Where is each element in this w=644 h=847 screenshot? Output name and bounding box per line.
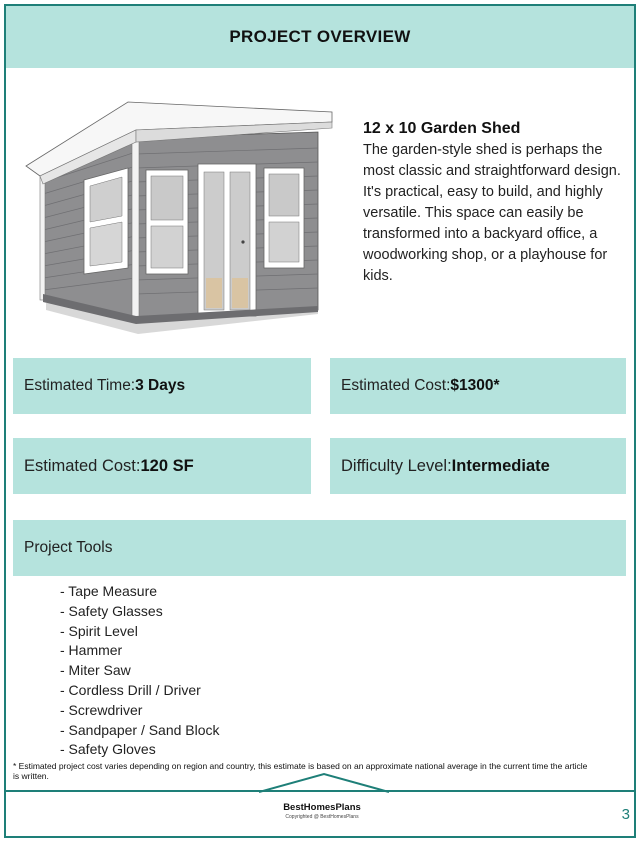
list-item: - Spirit Level (60, 622, 138, 639)
estimated-area-box (13, 438, 311, 494)
estimated-time-box (13, 358, 311, 414)
estimated-cost-label: Estimated Cost: (341, 377, 451, 394)
project-summary: The garden-style shed is perhaps the most classic and straightforward design. It's practical, easy to build, and highly versatile. This space can easily be transformed into a backyard office, a woodworking shop, or a playhouse for kids. (363, 142, 621, 284)
brand-logo-text: BestHomesPlans (283, 802, 361, 813)
difficulty-level-box (330, 438, 626, 494)
project-tools-header (13, 520, 626, 576)
list-item: - Sandpaper / Sand Block (60, 721, 220, 738)
list-item: - Screwdriver (60, 701, 143, 718)
list-item: - Safety Gloves (60, 741, 156, 758)
page-number: 3 (621, 806, 630, 823)
estimated-time-label: Estimated Time: (24, 377, 136, 394)
page-header (6, 6, 634, 68)
copyright-text: Copyrighted @ BestHomesPlans (285, 814, 359, 820)
project-tools-list (60, 582, 220, 760)
list-item: - Cordless Drill / Driver (60, 681, 201, 698)
difficulty-level-value: Intermediate (451, 456, 550, 475)
estimated-cost-box (330, 358, 626, 414)
footer-divider (6, 790, 634, 792)
difficulty-level-label: Difficulty Level: (341, 456, 452, 475)
shed-illustration (18, 98, 340, 342)
project-title: 12 x 10 Garden Shed (363, 120, 521, 137)
cost-footnote: * Estimated project cost varies depending on region and country, this estimate is based on an approximate national average in the current time the article is written. (13, 761, 588, 781)
list-item: - Safety Glasses (60, 602, 163, 619)
project-tools-title: Project Tools (24, 539, 113, 556)
estimated-area-label: Estimated Cost: (24, 456, 141, 475)
list-item: - Tape Measure (60, 583, 158, 599)
list-item: - Miter Saw (60, 662, 131, 679)
estimated-cost-value: $1300* (450, 377, 500, 394)
estimated-area-value: 120 SF (140, 456, 194, 475)
project-description (363, 120, 633, 287)
estimated-time-value: 3 Days (135, 377, 186, 394)
page-title: PROJECT OVERVIEW (229, 27, 411, 46)
list-item: - Hammer (60, 642, 123, 659)
